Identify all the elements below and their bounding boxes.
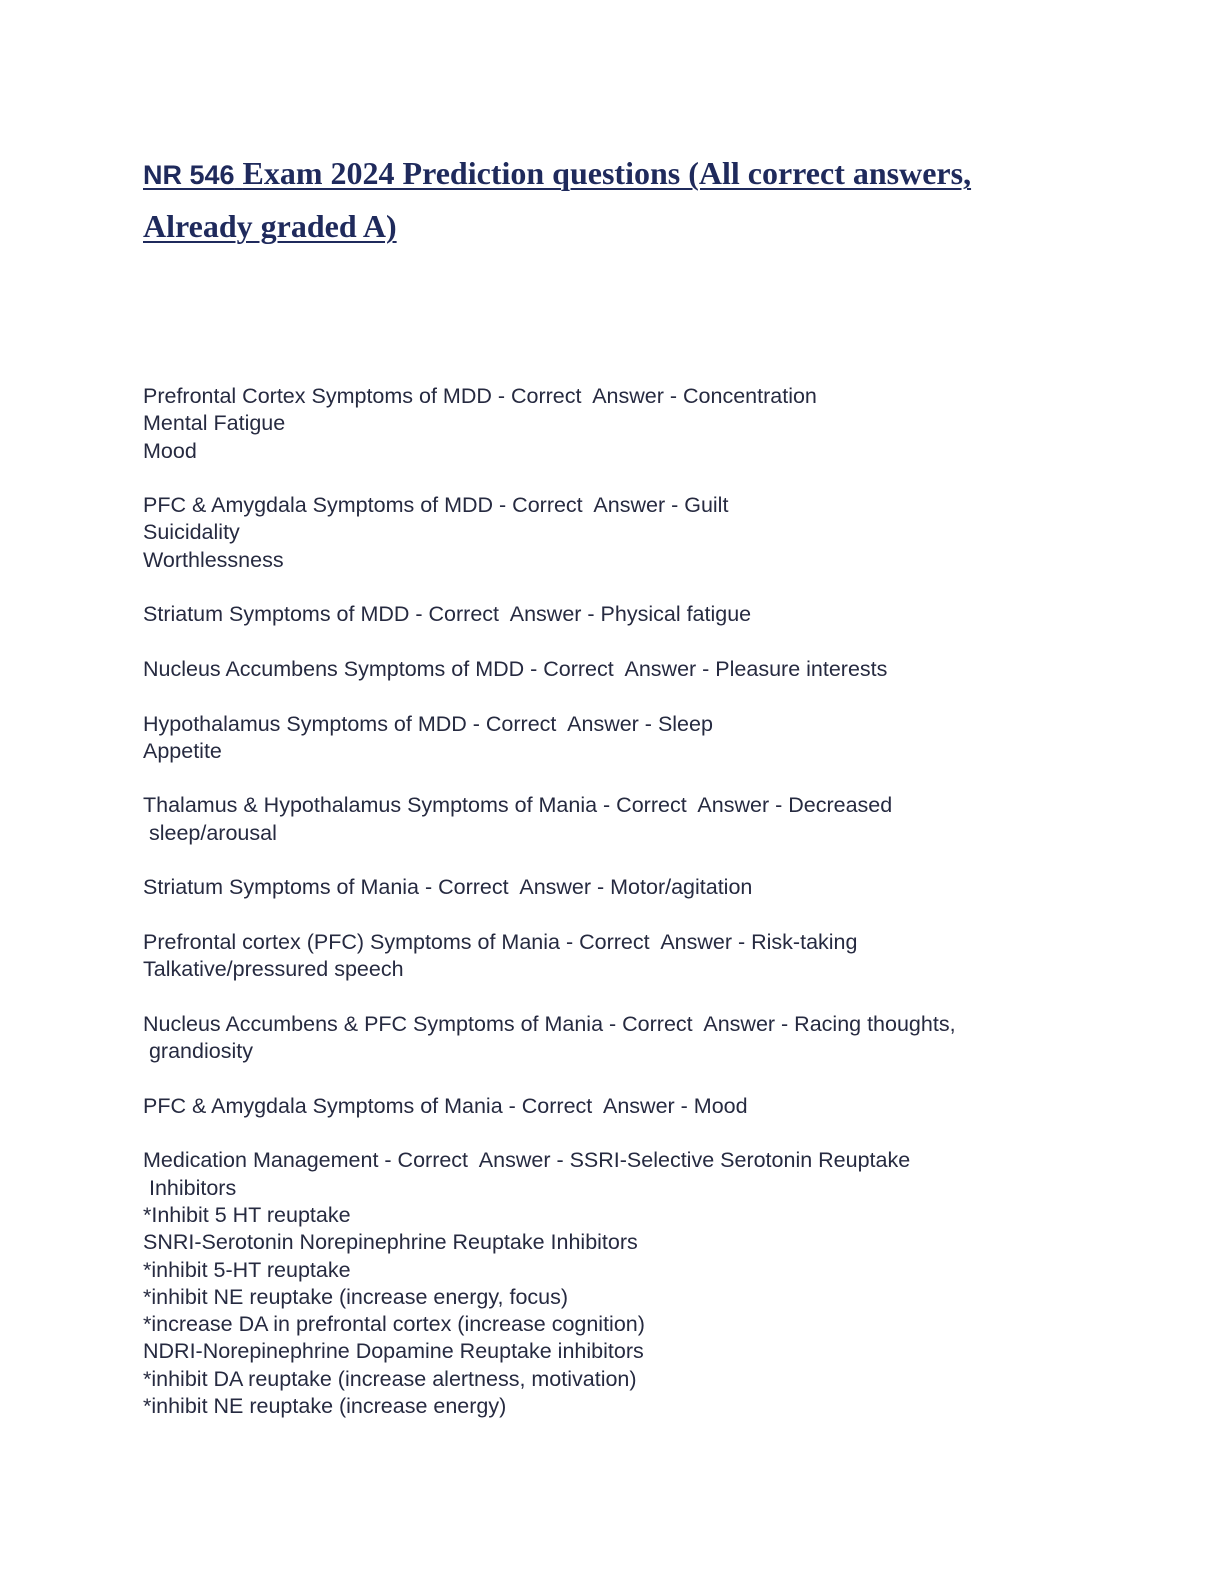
qa-question-line: Prefrontal Cortex Symptoms of MDD - Correct Answer - Concentration	[143, 384, 817, 408]
qa-answer-line: grandiosity	[143, 1039, 253, 1064]
qa-question-line: Medication Management - Correct Answer - SSRI-Selective Serotonin Reuptake	[143, 1148, 911, 1173]
qa-answer-line: *inhibit NE reuptake (increase energy)	[143, 1393, 507, 1418]
qa-entry	[143, 874, 1143, 901]
qa-answer-line: *Inhibit 5 HT reuptake	[143, 1202, 351, 1227]
qa-question-line: Striatum Symptoms of MDD - Correct Answer - Physical fatigue	[143, 602, 752, 627]
qa-entry	[143, 929, 1143, 984]
title-main-text: Exam 2024 Prediction questions (All correct answers, Already graded A)	[143, 155, 972, 244]
qa-answer-line: SNRI-Serotonin Norepinephrine Reuptake Inhibitors	[143, 1230, 638, 1255]
qa-entry	[143, 1147, 1143, 1420]
qa-entry	[143, 711, 1143, 766]
qa-answer-line: Worthlessness	[143, 547, 284, 572]
qa-entry	[143, 492, 1143, 574]
qa-question-line: Prefrontal cortex (PFC) Symptoms of Mania - Correct Answer - Risk-taking	[143, 929, 858, 954]
qa-answer-line: *increase DA in prefrontal cortex (increase cognition)	[143, 1312, 645, 1337]
qa-answer-line: Mental Fatigue	[143, 411, 286, 436]
title-course-code: NR 546	[143, 160, 235, 190]
qa-list	[143, 383, 1143, 1448]
qa-entry	[143, 601, 1143, 628]
page-title	[143, 148, 1043, 252]
qa-entry	[143, 792, 1143, 847]
qa-answer-line: Talkative/pressured speech	[143, 957, 404, 982]
qa-answer-line: *inhibit 5-HT reuptake	[143, 1257, 351, 1282]
qa-answer-line: *inhibit NE reuptake (increase energy, focus)	[143, 1284, 569, 1309]
qa-question-line: Nucleus Accumbens Symptoms of MDD - Correct Answer - Pleasure interests	[143, 656, 888, 681]
qa-answer-line: *inhibit DA reuptake (increase alertness, motivation)	[143, 1366, 637, 1391]
qa-answer-line: sleep/arousal	[143, 820, 277, 845]
qa-answer-line: Mood	[143, 438, 197, 463]
qa-answer-line: NDRI-Norepinephrine Dopamine Reuptake inhibitors	[143, 1339, 644, 1364]
qa-answer-line: Inhibitors	[143, 1175, 237, 1200]
qa-entry	[143, 1093, 1143, 1120]
qa-question-line: Nucleus Accumbens & PFC Symptoms of Mania - Correct Answer - Racing thoughts,	[143, 1011, 956, 1036]
qa-question-line: PFC & Amygdala Symptoms of Mania - Correct Answer - Mood	[143, 1093, 748, 1118]
qa-entry	[143, 383, 1143, 465]
qa-question-line: Thalamus & Hypothalamus Symptoms of Mania - Correct Answer - Decreased	[143, 793, 893, 818]
qa-question-line: PFC & Amygdala Symptoms of MDD - Correct Answer - Guilt	[143, 493, 729, 518]
qa-answer-line: Appetite	[143, 738, 222, 763]
qa-question-line: Striatum Symptoms of Mania - Correct Answer - Motor/agitation	[143, 875, 753, 900]
qa-entry	[143, 1011, 1143, 1066]
qa-entry	[143, 656, 1143, 683]
qa-question-line: Hypothalamus Symptoms of MDD - Correct Answer - Sleep	[143, 711, 713, 736]
qa-answer-line: Suicidality	[143, 520, 240, 545]
